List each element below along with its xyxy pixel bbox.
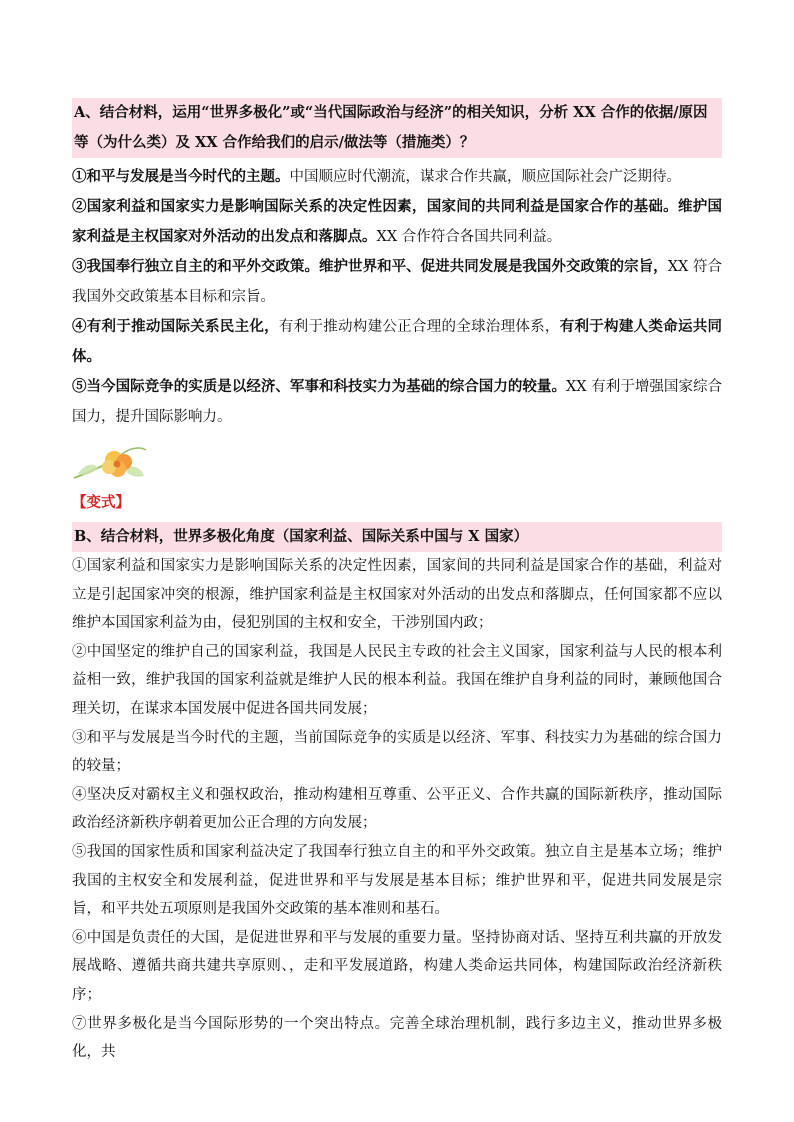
section-a-item-5: [72, 372, 722, 432]
flower-decoration-icon: [68, 438, 150, 484]
item-bold-text: ④有利于推动国际关系民主化，: [72, 318, 279, 335]
section-a-heading: A、结合材料，运用“世界多极化”或“当代国际政治与经济”的相关知识，分析 XX 合作的依据/原因等（为什么类）及 XX 合作给我们的启示/做法等（措施类）？: [72, 98, 722, 158]
document-content: [72, 98, 722, 1067]
section-b-list: [72, 552, 722, 1067]
list-item: ⑥中国是负责任的大国，是促进世界和平与发展的重要力量。坚持协商对话、坚持互利共赢的开放发展战略、遵循共商共建共享原则、，走和平发展道路，构建人类命运共同体，构建国际政治经济新秩序；: [72, 929, 722, 1003]
list-item: ①国家利益和国家实力是影响国际关系的决定性因素，国家间的共同利益是国家合作的基础，利益对立是引起国家冲突的根源，维护国家利益是主权国家对外活动的出发点和落脚点，任何国家都不应以维护本国国家利益为由，侵犯别国的主权和安全，干涉别国内政；: [72, 558, 722, 632]
section-a-item-4: [72, 312, 722, 372]
section-a-item-1: [72, 162, 722, 192]
variant-label: 【变式】: [72, 494, 130, 511]
list-item: ⑦世界多极化是当今国际形势的一个突出特点。完善全球治理机制，践行多边主义，推动世界多极化，共: [72, 1015, 722, 1061]
list-item: ④坚决反对霸权主义和强权政治，推动构建相互尊重、公平正义、合作共赢的国际新秩序，推动国际政治经济新秩序朝着更加公正合理的方向发展；: [72, 786, 722, 832]
item-text: XX 有利于增强国家综合国力，提升国际影响力。: [72, 379, 722, 425]
item-text: 有利于推动构建公正合理的全球治理体系，: [278, 319, 560, 335]
list-item: ③和平与发展是当今时代的主题，当前国际竞争的实质是以经济、军事、科技实力为基础的综合国力的较量；: [72, 729, 722, 775]
item-bold-text: ①和平与发展是当今时代的主题。: [72, 168, 290, 185]
section-a-item-3: [72, 252, 722, 312]
item-text: 中国顺应时代潮流，谋求合作共赢，顺应国际社会广泛期待。: [289, 169, 681, 185]
section-b-heading: B、结合材料，世界多极化角度（国家利益、国际关系中国与 X 国家）: [72, 522, 722, 552]
item-bold-text: ⑤当今国际竞争的实质是以经济、军事和科技实力为基础的综合国力的较量。: [72, 378, 566, 395]
item-text: XX 合作符合各国共同利益。: [376, 229, 562, 245]
list-item: ⑤我国的国家性质和国家利益决定了我国奉行独立自主的和平外交政策。独立自主是基本立场；维护我国的主权安全和发展利益，促进世界和平与发展是基本目标；维护世界和平，促进共同发展是宗旨，和平共处五项原则是我国外交政策的基本准则和基石。: [72, 843, 722, 918]
item-bold-text: ③我国奉行独立自主的和平外交政策。维护世界和平、促进共同发展是我国外交政策的宗旨，: [72, 258, 668, 275]
list-item: ②中国坚定的维护自己的国家利益，我国是人民民主专政的社会主义国家，国家利益与人民的根本利益相一致，维护我国的国家利益就是维护人民的根本利益。我国在维护自身利益的同时，兼顾他国合理关切，在谋求本国发展中促进各国共同发展；: [72, 643, 722, 717]
item-bold-text-2: 有利于构建人类命运共同体。: [72, 318, 723, 365]
item-bold-text: ②国家利益和国家实力是影响国际关系的决定性因素，国家间的共同利益是国家合作的基础。维护国家利益是主权国家对外活动的出发点和落脚点。: [72, 198, 722, 245]
item-text: XX 符合我国外交政策基本目标和宗旨。: [72, 259, 722, 305]
section-a-item-2: [72, 192, 722, 252]
